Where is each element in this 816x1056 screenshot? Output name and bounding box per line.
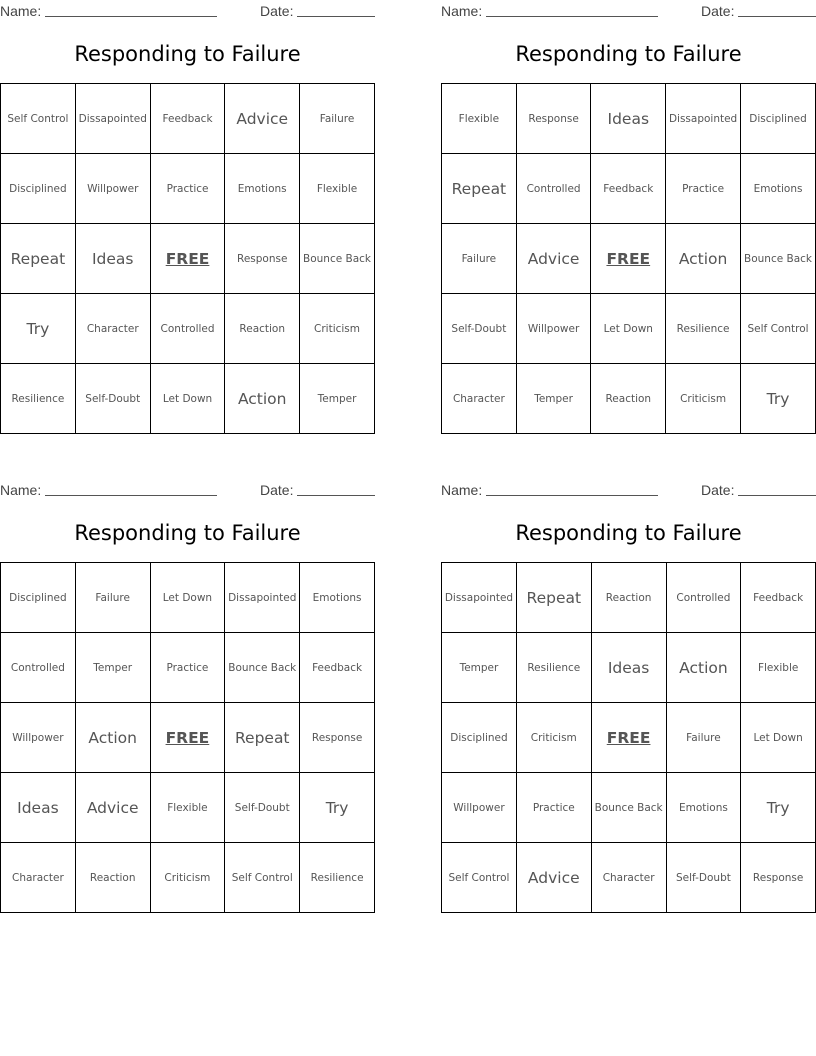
grid-row bbox=[442, 224, 816, 294]
bingo-cell[interactable]: Failure bbox=[300, 84, 375, 154]
bingo-cell[interactable]: Character bbox=[442, 364, 517, 434]
bingo-grid bbox=[441, 562, 816, 913]
bingo-cell[interactable]: Resilience bbox=[1, 364, 76, 434]
name-label: Name: bbox=[0, 3, 42, 19]
bingo-cell[interactable]: Feedback bbox=[150, 84, 225, 154]
grid-row bbox=[442, 843, 816, 913]
name-label: Name: bbox=[0, 482, 42, 498]
bingo-cell[interactable]: Emotions bbox=[300, 563, 375, 633]
bingo-cell[interactable]: Character bbox=[591, 843, 666, 913]
bingo-cell[interactable]: Self Control bbox=[741, 294, 816, 364]
bingo-cell[interactable]: Emotions bbox=[666, 773, 741, 843]
bingo-cell[interactable]: Try bbox=[1, 294, 76, 364]
grid-row bbox=[1, 364, 375, 434]
bingo-cell[interactable]: Practice bbox=[666, 154, 741, 224]
date-label: Date: bbox=[260, 3, 294, 19]
date-label: Date: bbox=[701, 482, 735, 498]
free-space[interactable]: FREE bbox=[591, 703, 666, 773]
bingo-cell[interactable]: Criticism bbox=[150, 843, 225, 913]
bingo-cell[interactable]: Ideas bbox=[75, 224, 150, 294]
grid-row bbox=[442, 154, 816, 224]
bingo-cell[interactable]: Willpower bbox=[516, 294, 591, 364]
bingo-grid bbox=[0, 562, 375, 913]
card-title: Responding to Failure bbox=[74, 521, 301, 545]
bingo-cell[interactable]: Willpower bbox=[75, 154, 150, 224]
name-date-row bbox=[441, 479, 816, 499]
bingo-grid bbox=[441, 83, 816, 434]
bingo-cell[interactable]: Repeat bbox=[225, 703, 300, 773]
grid-row bbox=[1, 843, 375, 913]
grid-row bbox=[442, 294, 816, 364]
bingo-cell[interactable]: Disciplined bbox=[442, 703, 517, 773]
bingo-cell[interactable]: Practice bbox=[150, 633, 225, 703]
bingo-cell[interactable]: Self-Doubt bbox=[666, 843, 741, 913]
grid-row bbox=[1, 773, 375, 843]
bingo-cell[interactable]: Practice bbox=[150, 154, 225, 224]
bingo-cell[interactable]: Action bbox=[75, 703, 150, 773]
bingo-cell[interactable]: Failure bbox=[75, 563, 150, 633]
bingo-cell[interactable]: Temper bbox=[516, 364, 591, 434]
bingo-cell[interactable]: Temper bbox=[442, 633, 517, 703]
bingo-cell[interactable]: Response bbox=[300, 703, 375, 773]
bingo-cell[interactable]: Advice bbox=[225, 84, 300, 154]
bingo-cell[interactable]: Self Control bbox=[225, 843, 300, 913]
bingo-cell[interactable]: Try bbox=[741, 773, 816, 843]
bingo-cell[interactable]: Bounce Back bbox=[591, 773, 666, 843]
grid-row bbox=[442, 773, 816, 843]
bingo-cell[interactable]: Reaction bbox=[225, 294, 300, 364]
free-space[interactable]: FREE bbox=[150, 224, 225, 294]
bingo-cell[interactable]: Flexible bbox=[741, 633, 816, 703]
bingo-cell[interactable]: Feedback bbox=[741, 563, 816, 633]
bingo-cell[interactable]: Failure bbox=[666, 703, 741, 773]
bingo-cell[interactable]: Advice bbox=[516, 224, 591, 294]
date-blank-line[interactable] bbox=[297, 16, 375, 17]
name-blank-line[interactable] bbox=[45, 16, 217, 17]
bingo-cell[interactable]: Self-Doubt bbox=[225, 773, 300, 843]
bingo-cell[interactable]: Temper bbox=[300, 364, 375, 434]
bingo-cell[interactable]: Dissapointed bbox=[442, 563, 517, 633]
bingo-cell[interactable]: Flexible bbox=[150, 773, 225, 843]
bingo-cell[interactable]: Dissapointed bbox=[666, 84, 741, 154]
bingo-cell[interactable]: Self-Doubt bbox=[75, 364, 150, 434]
bingo-cell[interactable]: Ideas bbox=[1, 773, 76, 843]
bingo-cell[interactable]: Repeat bbox=[442, 154, 517, 224]
bingo-cell[interactable]: Dissapointed bbox=[75, 84, 150, 154]
bingo-cell[interactable]: Bounce Back bbox=[225, 633, 300, 703]
bingo-cell[interactable]: Controlled bbox=[516, 154, 591, 224]
bingo-cell[interactable]: Feedback bbox=[300, 633, 375, 703]
name-label: Name: bbox=[441, 3, 483, 19]
bingo-cell[interactable]: Let Down bbox=[150, 364, 225, 434]
free-space[interactable]: FREE bbox=[591, 224, 666, 294]
bingo-cell[interactable]: Disciplined bbox=[1, 563, 76, 633]
name-blank-line[interactable] bbox=[486, 16, 658, 17]
bingo-cell[interactable]: Self-Doubt bbox=[442, 294, 517, 364]
grid-row bbox=[1, 563, 375, 633]
date-blank-line[interactable] bbox=[738, 495, 816, 496]
bingo-cell[interactable]: Criticism bbox=[300, 294, 375, 364]
bingo-cell[interactable]: Let Down bbox=[150, 563, 225, 633]
bingo-cell[interactable]: Action bbox=[666, 224, 741, 294]
bingo-cell[interactable]: Action bbox=[666, 633, 741, 703]
bingo-cell[interactable]: Advice bbox=[75, 773, 150, 843]
card-title: Responding to Failure bbox=[515, 42, 742, 66]
grid-row bbox=[442, 633, 816, 703]
name-blank-line[interactable] bbox=[486, 495, 658, 496]
grid-row bbox=[1, 294, 375, 364]
bingo-cell[interactable]: Disciplined bbox=[1, 154, 76, 224]
bingo-cell[interactable]: Resilience bbox=[516, 633, 591, 703]
bingo-cell[interactable]: Reaction bbox=[75, 843, 150, 913]
grid-row bbox=[442, 703, 816, 773]
bingo-cell[interactable]: Advice bbox=[516, 843, 591, 913]
bingo-cell[interactable]: Controlled bbox=[666, 563, 741, 633]
date-blank-line[interactable] bbox=[297, 495, 375, 496]
bingo-cell[interactable]: Action bbox=[225, 364, 300, 434]
bingo-cell[interactable]: Let Down bbox=[741, 703, 816, 773]
grid-row bbox=[1, 703, 375, 773]
card-title: Responding to Failure bbox=[74, 42, 301, 66]
grid-row bbox=[1, 633, 375, 703]
bingo-cell[interactable]: Response bbox=[225, 224, 300, 294]
bingo-cell[interactable]: Response bbox=[741, 843, 816, 913]
bingo-cell[interactable]: Criticism bbox=[516, 703, 591, 773]
name-date-row bbox=[0, 479, 375, 499]
grid-row bbox=[1, 84, 375, 154]
bingo-cell[interactable]: Character bbox=[75, 294, 150, 364]
bingo-cell[interactable]: Emotions bbox=[741, 154, 816, 224]
bingo-cell[interactable]: Try bbox=[741, 364, 816, 434]
bingo-cell[interactable]: Repeat bbox=[1, 224, 76, 294]
bingo-cell[interactable]: Self Control bbox=[442, 843, 517, 913]
bingo-cell[interactable]: Character bbox=[1, 843, 76, 913]
bingo-cell[interactable]: Controlled bbox=[1, 633, 76, 703]
bingo-cell[interactable]: Let Down bbox=[591, 294, 666, 364]
bingo-cell[interactable]: Flexible bbox=[442, 84, 517, 154]
bingo-cell[interactable]: Reaction bbox=[591, 364, 666, 434]
name-label: Name: bbox=[441, 482, 483, 498]
bingo-cell[interactable]: Repeat bbox=[516, 563, 591, 633]
bingo-cell[interactable]: Emotions bbox=[225, 154, 300, 224]
bingo-cell[interactable]: Flexible bbox=[300, 154, 375, 224]
bingo-cell[interactable]: Criticism bbox=[666, 364, 741, 434]
name-date-row bbox=[441, 0, 816, 20]
bingo-cell[interactable]: Resilience bbox=[300, 843, 375, 913]
bingo-cell[interactable]: Reaction bbox=[591, 563, 666, 633]
grid-row bbox=[442, 364, 816, 434]
bingo-grid bbox=[0, 83, 375, 434]
name-blank-line[interactable] bbox=[45, 495, 217, 496]
bingo-cell[interactable]: Resilience bbox=[666, 294, 741, 364]
date-label: Date: bbox=[260, 482, 294, 498]
free-space[interactable]: FREE bbox=[150, 703, 225, 773]
card-title: Responding to Failure bbox=[515, 521, 742, 545]
bingo-cell[interactable]: Response bbox=[516, 84, 591, 154]
bingo-cell[interactable]: Controlled bbox=[150, 294, 225, 364]
name-date-row bbox=[0, 0, 375, 20]
grid-row bbox=[442, 563, 816, 633]
grid-row bbox=[1, 154, 375, 224]
bingo-cell[interactable]: Ideas bbox=[591, 84, 666, 154]
grid-row bbox=[1, 224, 375, 294]
bingo-cell[interactable]: Feedback bbox=[591, 154, 666, 224]
bingo-cell[interactable]: Try bbox=[300, 773, 375, 843]
bingo-cell[interactable]: Bounce Back bbox=[300, 224, 375, 294]
bingo-cell[interactable]: Temper bbox=[75, 633, 150, 703]
grid-row bbox=[442, 84, 816, 154]
bingo-cell[interactable]: Bounce Back bbox=[741, 224, 816, 294]
bingo-cell[interactable]: Practice bbox=[516, 773, 591, 843]
bingo-cell[interactable]: Self Control bbox=[1, 84, 76, 154]
bingo-cell[interactable]: Failure bbox=[442, 224, 517, 294]
bingo-cell[interactable]: Disciplined bbox=[741, 84, 816, 154]
bingo-cell[interactable]: Willpower bbox=[442, 773, 517, 843]
date-label: Date: bbox=[701, 3, 735, 19]
bingo-cell[interactable]: Willpower bbox=[1, 703, 76, 773]
bingo-cell[interactable]: Dissapointed bbox=[225, 563, 300, 633]
date-blank-line[interactable] bbox=[738, 16, 816, 17]
bingo-cell[interactable]: Ideas bbox=[591, 633, 666, 703]
